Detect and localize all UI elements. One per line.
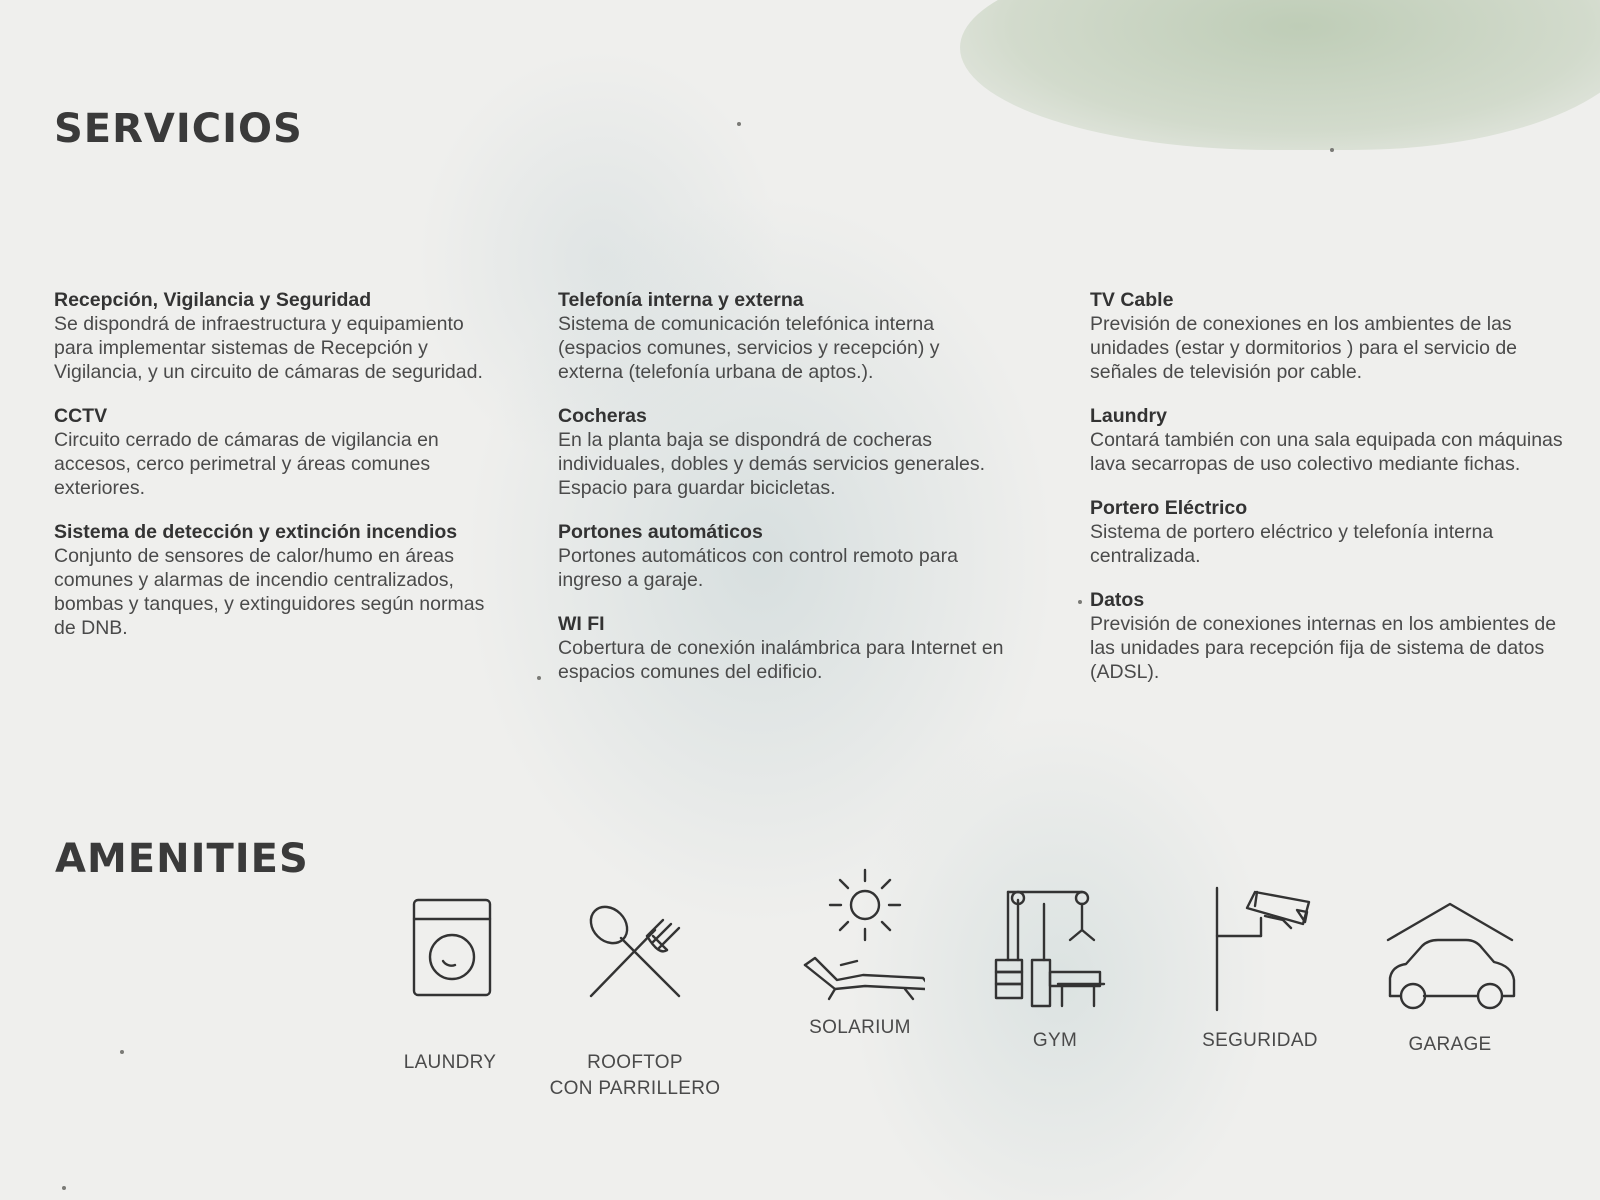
services-column-1 — [54, 288, 494, 660]
service-title: Sistema de detección y extinción incendios — [54, 521, 458, 543]
service-description: Contará también con una sala equipada con máquinas lava secarropas de uso colectivo mediante fichas. — [1090, 429, 1563, 475]
services-column-2 — [558, 288, 1008, 704]
service-title: Laundry — [1090, 405, 1167, 427]
service-item — [1090, 404, 1570, 476]
amenity-laundry — [380, 895, 520, 1076]
service-title: TV Cable — [1090, 289, 1174, 311]
washing-machine-icon — [405, 895, 495, 1005]
service-description: Cobertura de conexión inalámbrica para Internet en espacios comunes del edificio. — [558, 637, 1004, 683]
servicios-heading: SERVICIOS — [54, 106, 303, 152]
amenity-label: GARAGE — [1408, 1034, 1492, 1055]
security-camera-icon — [1195, 880, 1325, 1020]
car-garage-icon — [1380, 900, 1520, 1020]
amenity-label: LAUNDRY — [403, 1052, 497, 1073]
amenity-label: SEGURIDAD — [1202, 1030, 1318, 1051]
service-description: Se dispondrá de infraestructura y equipamiento para implementar sistemas de Recepción y Vigilancia, y un circuito de cámaras de seguridad. — [54, 313, 483, 383]
amenity-label: SOLARIUM — [809, 1017, 911, 1038]
service-title: Datos — [1090, 589, 1145, 611]
service-item — [558, 612, 1008, 684]
amenity-label: GYM — [1032, 1030, 1078, 1051]
sun-lounger-icon — [795, 865, 925, 1015]
service-title: Portero Eléctrico — [1090, 497, 1248, 519]
gym-machine-icon — [990, 880, 1120, 1020]
service-item — [558, 288, 1008, 384]
service-item — [558, 404, 1008, 500]
service-title: Recepción, Vigilancia y Seguridad — [54, 289, 372, 311]
service-description: Circuito cerrado de cámaras de vigilancia en accesos, cerco perimetral y áreas comunes exteriores. — [54, 429, 439, 499]
service-item — [54, 404, 494, 500]
amenity-rooftop — [545, 900, 725, 1102]
service-title: CCTV — [54, 405, 108, 427]
service-title: Cocheras — [558, 405, 647, 427]
service-title: WI FI — [558, 613, 605, 635]
services-column-3 — [1090, 288, 1570, 704]
service-title: Telefonía interna y externa — [558, 289, 804, 311]
service-item — [1090, 588, 1570, 684]
service-item — [1090, 496, 1570, 568]
spatula-fork-icon — [575, 900, 695, 1010]
service-item — [54, 288, 494, 384]
amenities-heading: AMENITIES — [55, 836, 309, 882]
service-description: Conjunto de sensores de calor/humo en áreas comunes y alarmas de incendio centralizados, bombas y tanques, y extinguidores según normas de DNB. — [54, 545, 485, 639]
service-description: En la planta baja se dispondrá de cocheras individuales, dobles y demás servicios generales. Espacio para guardar bicicletas. — [558, 429, 986, 499]
amenity-seguridad — [1185, 880, 1335, 1054]
service-description: Sistema de comunicación telefónica interna (espacios comunes, servicios y recepción) y externa (telefonía urbana de aptos.). — [558, 313, 940, 383]
service-description: Previsión de conexiones en los ambientes de las unidades (estar y dormitorios ) para el servicio de señales de televisión por cable. — [1090, 313, 1518, 383]
service-item — [54, 520, 494, 640]
service-item — [558, 520, 1008, 592]
service-description: Previsión de conexiones internas en los ambientes de las unidades para recepción fija de sistema de datos (ADSL). — [1090, 613, 1557, 683]
service-item — [1090, 288, 1570, 384]
amenity-gym — [985, 880, 1125, 1054]
service-description: Portones automáticos con control remoto para ingreso a garaje. — [558, 545, 958, 591]
service-description: Sistema de portero eléctrico y telefonía interna centralizada. — [1090, 521, 1494, 567]
amenity-solarium — [790, 865, 930, 1041]
amenity-garage — [1370, 900, 1530, 1058]
amenity-label: ROOFTOP CON PARRILLERO — [549, 1052, 721, 1099]
service-title: Portones automáticos — [558, 521, 763, 543]
